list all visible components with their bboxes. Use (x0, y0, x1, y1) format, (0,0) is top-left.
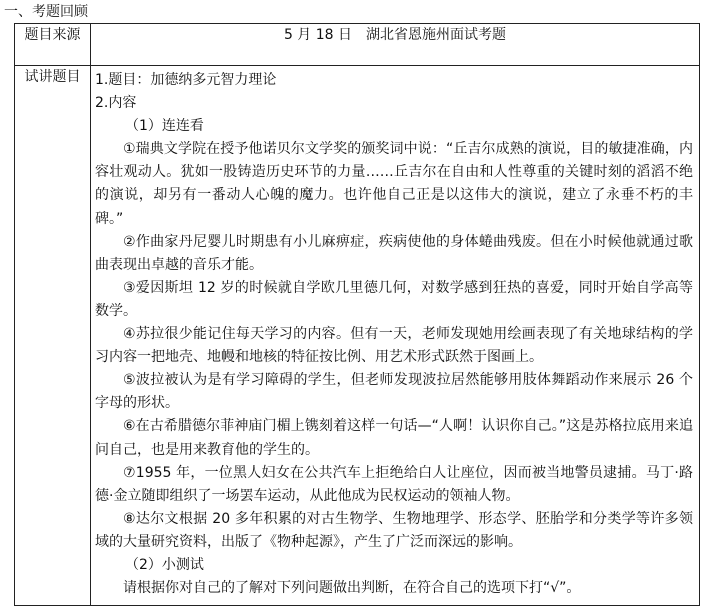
source-label: 题目来源 (15, 24, 91, 66)
list-item: ③爱因斯坦 12 岁的时候就自学欧几里德几何，对数学感到狂热的喜爱，同时开始自学高等数学。 (95, 279, 693, 319)
subheading-quiz: （2）小测试 (125, 556, 204, 573)
topic-row (15, 66, 700, 606)
list-item: ⑧达尔文根据 20 多年积累的对古生物学、生物地理学、形态学、胚胎学和分类学等许多领域的大量研究资料，出版了《物种起源》，产生了广泛而深远的影响。 (95, 510, 693, 550)
list-item: ②作曲家丹尼婴儿时期患有小儿麻痹症，疾病使他的身体蜷曲残废。但在小时候他就通过歌曲表现出卓越的音乐才能。 (95, 233, 693, 273)
section-title: 一、考题回顾 (4, 4, 88, 20)
topic-label: 试讲题目 (15, 66, 91, 606)
content-heading: 2.内容 (95, 95, 137, 112)
list-item: ⑥在古希腊德尔菲神庙门楣上镌刻着这样一句话—“人啊！认识你自己。”这是苏格拉底用来追问自己，也是用来教育他的学生的。 (95, 418, 693, 458)
quiz-instruction: 请根据你对自己的了解对下列问题做出判断，在符合自己的选项下打“√”。 (123, 580, 581, 597)
list-item: ①瑞典文学院在授予他诺贝尔文学奖的颁奖词中说：“丘吉尔成熟的演说，目的敏捷准确，内容壮观动人。犹如一股铸造历史环节的力量……丘吉尔在自由和人性尊重的关键时刻的滔滔不绝的演说，却另有一番动人心魄的魔力。也许他自己正是以这伟大的演说，建立了永垂不朽的丰碑。” (95, 141, 693, 227)
list-item: ⑤波拉被认为是有学习障碍的学生，但老师发现波拉居然能够用肢体舞蹈动作来展示 26 个字母的形状。 (95, 372, 693, 412)
topic-content (91, 66, 699, 605)
subheading-matching: （1）连连看 (125, 118, 204, 135)
topic-line: 1.题目：加德纳多元智力理论 (95, 72, 277, 88)
exam-review-table (14, 23, 700, 606)
list-item: ④苏拉很少能记住每天学习的内容。但有一天，老师发现她用绘画表现了有关地球结构的学习内容一把地壳、地幔和地核的特征按比例、用艺术形式跃然于图画上。 (95, 326, 693, 366)
topic-content-cell (91, 66, 700, 606)
source-row (15, 24, 700, 66)
source-value: 5 月 18 日 湖北省恩施州面试考题 (91, 24, 700, 66)
list-item: ⑦1955 年，一位黑人妇女在公共汽车上拒绝给白人让座位，因而被当地警员逮捕。马丁·路德·金立随即组织了一场罢车运动，从此他成为民权运动的领袖人物。 (95, 464, 693, 504)
